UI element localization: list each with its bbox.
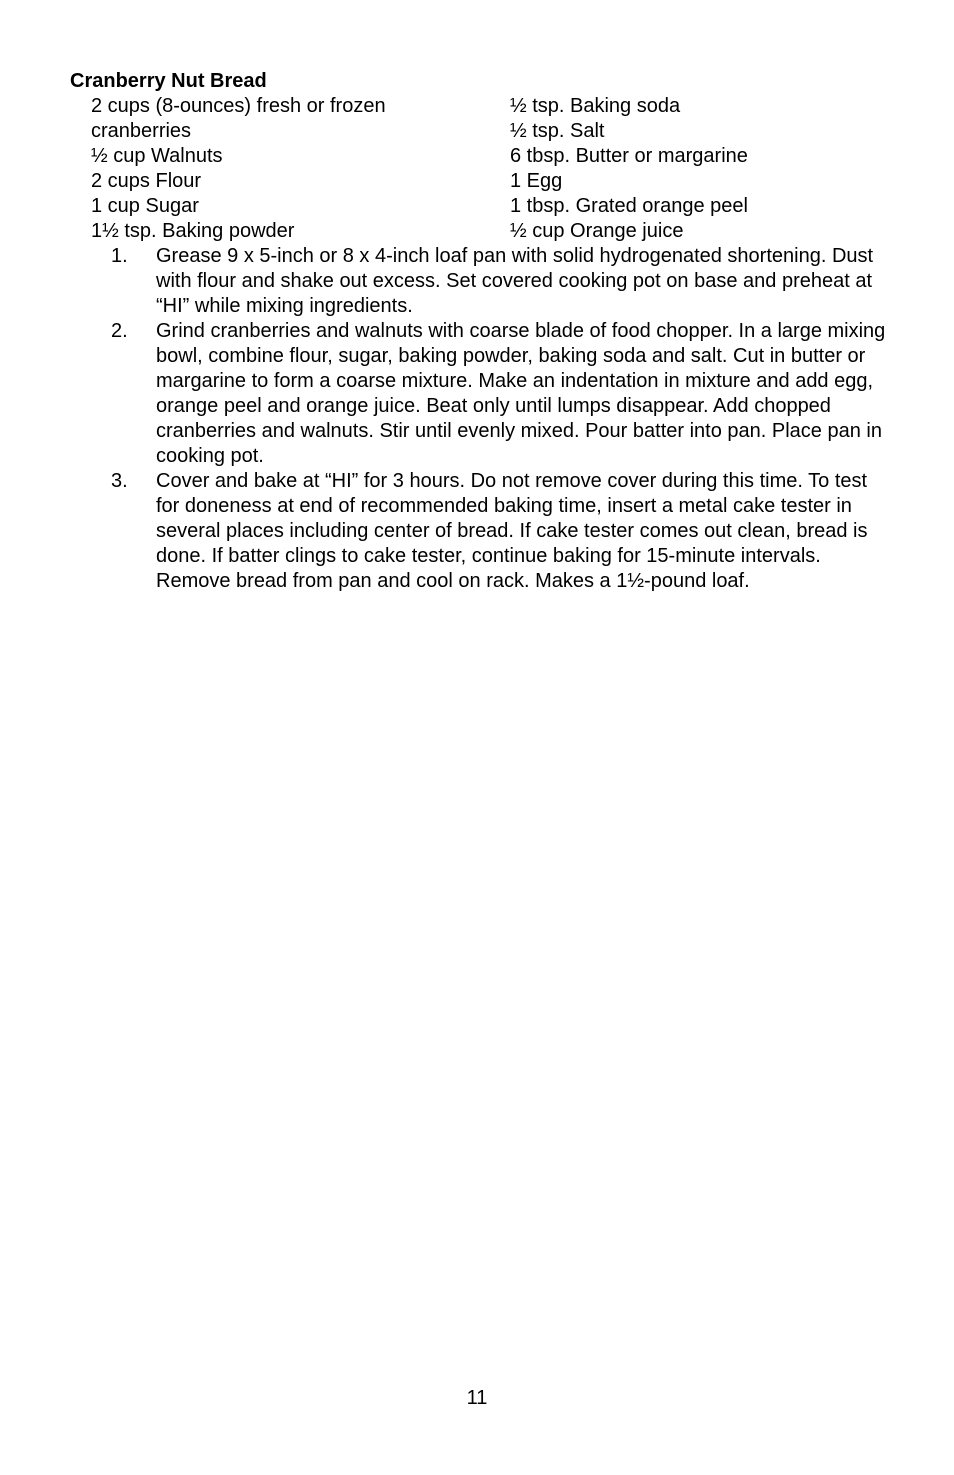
ingredient-item: 1 tbsp. Grated orange peel [510, 195, 748, 217]
step-text: Grease 9 x 5-inch or 8 x 4-inch loaf pan with solid hydrogenated shortening. Dust with flour and shake out excess. Set covered cooking pot on base and preheat at “HI” while mixing ingredients. [156, 245, 874, 317]
ingredients-column-left [91, 94, 510, 244]
ingredients-list [91, 94, 891, 244]
page-number: 11 [466, 1387, 488, 1409]
instructions-list [111, 244, 891, 594]
instruction-step [111, 319, 891, 469]
ingredient-item: 6 tbsp. Butter or margarine [510, 145, 748, 167]
step-number: 2. [111, 320, 128, 342]
step-number: 1. [111, 245, 128, 267]
ingredients-column-right [510, 94, 890, 244]
ingredient-item: ½ cup Orange juice [510, 220, 684, 242]
step-text: Grind cranberries and walnuts with coarse blade of food chopper. In a large mixing bowl, combine flour, sugar, baking powder, baking soda and salt. Cut in butter or margarine to form a coarse mixture. Make an indentation in mixture and add egg, orange peel and orange juice. Beat only until lumps disappear. Add chopped cranberries and walnuts. Stir until evenly mixed. Pour batter into pan. Place pan in cooking pot. [156, 320, 886, 467]
ingredient-item: 2 cups Flour [91, 170, 202, 192]
ingredient-item: 1 cup Sugar [91, 195, 199, 217]
step-text: Cover and bake at “HI” for 3 hours. Do not remove cover during this time. To test for doneness at end of recommended baking time, insert a metal cake tester in several places including center of bread. If cake tester comes out clean, bread is done. If batter clings to cake tester, continue baking for 15-minute intervals. Remove bread from pan and cool on rack. Makes a 1½-pound loaf. [156, 470, 868, 592]
ingredient-item: ½ tsp. Salt [510, 120, 605, 142]
recipe-title: Cranberry Nut Bread [70, 70, 267, 92]
ingredient-item: 1 Egg [510, 170, 563, 192]
ingredient-item: ½ tsp. Baking soda [510, 95, 681, 117]
instruction-step [111, 244, 891, 319]
ingredient-item: ½ cup Walnuts [91, 145, 223, 167]
step-number: 3. [111, 470, 128, 492]
instruction-step [111, 469, 891, 594]
ingredient-item: cranberries [91, 120, 192, 142]
ingredient-item: 1½ tsp. Baking powder [91, 220, 295, 242]
ingredient-item: 2 cups (8-ounces) fresh or frozen [91, 95, 386, 117]
